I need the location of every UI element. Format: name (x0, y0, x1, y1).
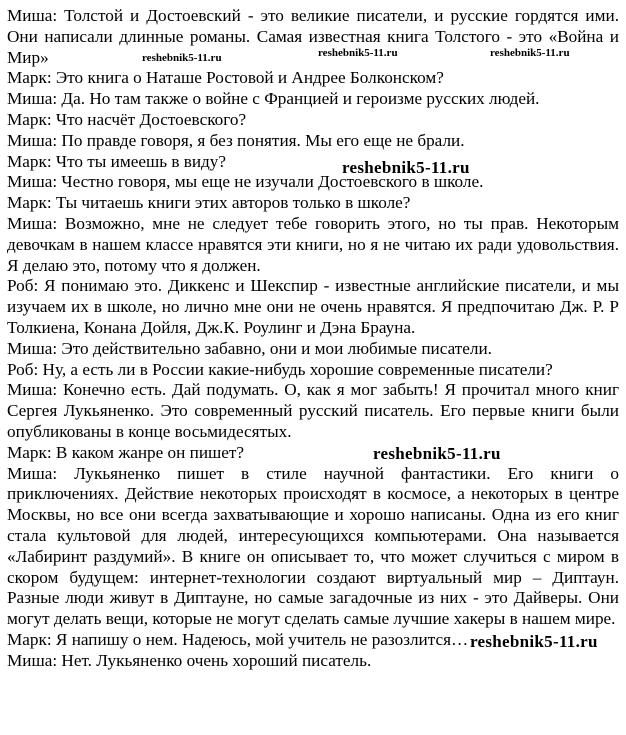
watermark-text: reshebnik5-11.ru (342, 158, 470, 177)
dialogue-line: Миша: Нет. Лукьяненко очень хороший писатель. (7, 650, 372, 670)
dialogue-line: Марк: Ты читаешь книги этих авторов только в школе? (7, 193, 411, 213)
dialogue-line: Миша: Лукьяненко пишет в стиле научной фантастики. Его книги о приключениях. Действие некоторых происходят в космосе, а некоторых в центре Москвы, но все они всегда захватывающие и хорошо написаны. Одна из его книг стала культовой для людей, интересующихся компьютерами. Она называется «Лабиринт раздумий». В книге он описывает то, что может случиться с миром в скором будущем: интернет-технологии создают виртуальный мир – Диптаун. Разные люди живут в Диптауне, но самые загадочные из них - это Дайверы. Они могут делать вещи, которые не могут сделать самые лучшие хакеры в нашем мире. (7, 463, 619, 629)
dialogue-line: Миша: Возможно, мне не следует тебе говорить этого, но ты прав. Некоторым девочкам в нашем классе нравятся эти книги, но я не читаю их ради удовольствия. Я делаю это, потому что я должен. (7, 213, 619, 275)
dialogue-text (7, 6, 619, 672)
dialogue-line: Миша: Конечно есть. Дай подумать. О, как я мог забыть! Я прочитал много книг Сергея Лукьяненко. Это современный русский писатель. Его первые книги были опубликованы в конце восьмидесятых. (7, 380, 619, 441)
dialogue-line: Миша: Честно говоря, мы еще не изучали Достоевского в школе. (7, 172, 484, 192)
dialogue-line: Марк: В каком жанре он пишет? (7, 442, 245, 462)
watermark-text: reshebnik5-11.ru (490, 47, 570, 59)
dialogue-line: Миша: По правде говоря, я без понятия. Мы его еще не брали. (7, 130, 465, 150)
dialogue-line: Марк: Что насчёт Достоевского? (7, 109, 247, 129)
watermark-text: reshebnik5-11.ru (373, 444, 501, 463)
dialogue-line: Миша: Да. Но там также о войне с Францией и героизме русских людей. (7, 89, 540, 109)
watermark-text: reshebnik5-11.ru (470, 632, 598, 651)
dialogue-line: Марк: Я напишу о нем. Надеюсь, мой учитель не разозлится… (7, 629, 469, 649)
watermark-text: reshebnik5-11.ru (142, 52, 222, 64)
watermark-text: reshebnik5-11.ru (318, 47, 398, 59)
dialogue-line: Роб: Ну, а есть ли в России какие-нибудь хорошие современные писатели? (7, 359, 553, 379)
dialogue-line: Миша: Это действительно забавно, они и мои любимые писатели. (7, 338, 492, 358)
dialogue-line: Марк: Что ты имеешь в виду? (7, 151, 227, 171)
dialogue-line: Марк: Это книга о Наташе Ростовой и Андрее Болконском? (7, 68, 444, 88)
dialogue-line: Миша: Толстой и Достоевский - это великие писатели, и русские гордятся ими. Они написали длинные романы. Самая известная книга Толстого - это «Война и Мир» (7, 6, 619, 67)
dialogue-line: Роб: Я понимаю это. Диккенс и Шекспир - известные английские писатели, и мы изучаем их в школе, но лично мне они не очень нравятся. Я предпочитаю Дж. Р. Р Толкиена, Конана Дойля, Дж.К. Роулинг и Дэна Брауна. (7, 276, 619, 337)
